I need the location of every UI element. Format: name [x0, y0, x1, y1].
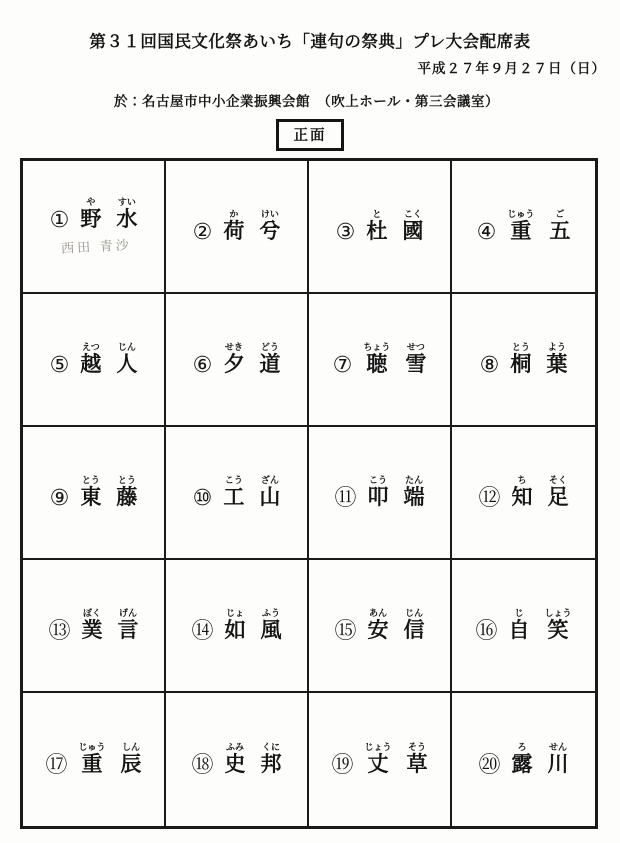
name-kanji-1: ふみ 史: [224, 741, 246, 776]
seat-cell: [23, 693, 166, 826]
name-kanji-2: しん 辰: [120, 741, 142, 776]
furigana-2: すい: [117, 197, 136, 208]
furigana-1: や: [86, 197, 96, 208]
poet-name: [512, 476, 569, 509]
furigana-1: じ: [514, 607, 524, 618]
seat-number: ⑩: [192, 484, 213, 510]
poet-name: [80, 343, 137, 376]
name-kanji-1: じゅう 重: [78, 741, 106, 776]
furigana-1: こう: [368, 474, 387, 485]
poet-name: [225, 743, 282, 776]
seat-name: [50, 476, 138, 509]
seat-number: ⑳: [478, 751, 501, 777]
document-title: 第３１回国民文化祭あいち「連句の祭典」プレ大会配席表: [89, 33, 531, 51]
furigana-2: しん: [122, 741, 141, 752]
seat-cell: [309, 427, 452, 560]
seat-name: [480, 343, 568, 376]
name-kanji-1: えつ 越: [80, 341, 102, 376]
poet-name: [225, 609, 282, 642]
seat-name: [478, 743, 568, 776]
seat-cell: [309, 161, 452, 294]
furigana-1: とう: [511, 341, 530, 352]
seat-name: [191, 743, 281, 776]
seat-number: ⑧: [479, 351, 500, 377]
seat-number: ⑮: [334, 617, 357, 643]
seat-cell: [23, 161, 166, 294]
seat-cell: [452, 693, 595, 826]
seat-cell: [452, 294, 595, 427]
name-kanji-1: せき 夕: [223, 341, 245, 376]
seat-name: [334, 609, 424, 642]
name-kanji-2: しょう 笑: [544, 607, 572, 642]
name-kanji-2: ご 五: [549, 208, 571, 243]
seat-number: ④: [476, 218, 497, 244]
seat-cell: [23, 427, 166, 560]
poet-name: [223, 210, 280, 243]
handwritten-note: 西田 青沙: [60, 236, 133, 256]
seat-name: [48, 609, 138, 642]
seat-number: ⑥: [192, 351, 213, 377]
name-kanji-2: くに 邦: [260, 741, 282, 776]
furigana-2: ざん: [260, 474, 279, 485]
name-kanji-2: どう 道: [259, 341, 281, 376]
seat-cell: [452, 161, 595, 294]
furigana-2: せん: [548, 741, 567, 752]
furigana-2: せつ: [406, 341, 425, 352]
name-kanji-2: ざん 山: [259, 474, 281, 509]
furigana-2: ご: [555, 208, 565, 219]
furigana-2: そく: [548, 474, 567, 485]
furigana-1: じゅう: [78, 741, 106, 752]
poet-name: [509, 609, 572, 642]
document-date: 平成２７年９月２７日（日）: [417, 61, 606, 76]
furigana-1: せき: [224, 341, 243, 352]
name-kanji-2: げん 言: [117, 607, 139, 642]
furigana-2: じん: [404, 607, 423, 618]
name-kanji-1: こう 工: [223, 474, 245, 509]
name-kanji-1: じゅう 重: [507, 208, 535, 243]
furigana-1: あん: [368, 607, 387, 618]
name-kanji-1: じょ 如: [224, 607, 246, 642]
poet-name: [368, 609, 425, 642]
poet-name: [366, 210, 423, 243]
seat-number: ⑬: [48, 617, 71, 643]
furigana-1: ふみ: [225, 741, 244, 752]
name-kanji-1: じょう 丈: [364, 741, 392, 776]
name-kanji-2: じん 人: [116, 341, 138, 376]
name-kanji-1: ぼく 菐: [81, 607, 103, 642]
poet-name: [80, 198, 137, 231]
seat-cell: [309, 560, 452, 693]
name-kanji-1: とう 桐: [510, 341, 532, 376]
seat-cell: [166, 161, 309, 294]
name-kanji-2: ふう 風: [260, 607, 282, 642]
seat-name: [478, 476, 568, 509]
furigana-2: たん: [404, 474, 423, 485]
furigana-2: こく: [403, 208, 422, 219]
name-kanji-1: あん 安: [367, 607, 389, 642]
furigana-2: げん: [118, 607, 137, 618]
seat-cell: [166, 560, 309, 693]
poet-name: [82, 609, 139, 642]
seat-number: ①: [49, 207, 70, 233]
seat-number: ⑭: [191, 617, 214, 643]
poet-name: [512, 743, 569, 776]
furigana-1: じょ: [225, 607, 244, 618]
seat-number: ⑨: [49, 484, 70, 510]
seating-grid: [20, 158, 598, 829]
furigana-1: か: [229, 208, 239, 219]
name-kanji-1: や 野: [80, 197, 102, 232]
furigana-2: ふう: [261, 607, 280, 618]
seat-name: [475, 609, 571, 642]
furigana-1: じゅう: [507, 208, 535, 219]
furigana-2: じん: [117, 341, 136, 352]
furigana-2: けい: [260, 208, 279, 219]
name-kanji-2: じん 信: [403, 607, 425, 642]
name-kanji-2: せん 川: [547, 741, 569, 776]
poet-name: [507, 210, 570, 243]
seat-cell: [23, 560, 166, 693]
seat-name: [50, 198, 138, 231]
poet-name: [223, 476, 280, 509]
name-kanji-2: こく 國: [402, 208, 424, 243]
name-kanji-1: か 荷: [223, 208, 245, 243]
furigana-2: とう: [117, 474, 136, 485]
seat-number: ⑱: [191, 751, 214, 777]
seat-number: ③: [335, 218, 356, 244]
venue-line: 於：名古屋市中小企業振興会館 （吹上ホール・第三会議室）: [114, 94, 499, 109]
seat-name: [45, 743, 141, 776]
name-kanji-2: すい 水: [116, 197, 138, 232]
seat-cell: [166, 427, 309, 560]
poet-name: [363, 343, 426, 376]
poet-name: [510, 343, 567, 376]
furigana-1: ちょう: [363, 341, 391, 352]
furigana-1: ち: [517, 474, 527, 485]
name-kanji-2: たん 端: [403, 474, 425, 509]
furigana-2: そう: [408, 741, 427, 752]
furigana-1: じょう: [364, 741, 392, 752]
seat-name: [50, 343, 138, 376]
seat-name: [333, 343, 427, 376]
seat-cell: [309, 294, 452, 427]
front-label: 正面: [276, 119, 344, 151]
poet-name: [223, 343, 280, 376]
seat-number: ⑤: [49, 351, 70, 377]
seat-cell: [166, 693, 309, 826]
seat-number: ⑪: [334, 484, 357, 510]
seat-name: [477, 210, 571, 243]
poet-name: [79, 743, 142, 776]
furigana-1: とう: [81, 474, 100, 485]
furigana-2: よう: [547, 341, 566, 352]
name-kanji-1: とう 東: [80, 474, 102, 509]
furigana-2: くに: [261, 741, 280, 752]
name-kanji-2: そく 足: [547, 474, 569, 509]
seat-cell: [23, 294, 166, 427]
furigana-1: と: [372, 208, 382, 219]
seat-number: ⑦: [332, 351, 353, 377]
poet-name: [80, 476, 137, 509]
name-kanji-1: ちょう 聴: [363, 341, 391, 376]
name-kanji-2: とう 藤: [116, 474, 138, 509]
name-kanji-1: ち 知: [511, 474, 533, 509]
name-kanji-2: よう 葉: [546, 341, 568, 376]
seat-name: [331, 743, 427, 776]
furigana-2: どう: [260, 341, 279, 352]
furigana-2: しょう: [544, 607, 572, 618]
seat-cell: [452, 427, 595, 560]
seat-name: [193, 476, 281, 509]
name-kanji-2: けい 兮: [259, 208, 281, 243]
poet-name: [365, 743, 428, 776]
seat-number: ⑫: [478, 484, 501, 510]
name-kanji-1: じ 自: [508, 607, 530, 642]
furigana-1: こう: [224, 474, 243, 485]
seat-name: [193, 343, 281, 376]
furigana-1: ぼく: [82, 607, 101, 618]
seat-cell: [309, 693, 452, 826]
name-kanji-2: せつ 雪: [405, 341, 427, 376]
name-kanji-1: ろ 露: [511, 741, 533, 776]
seat-name: [336, 210, 424, 243]
seat-name: [334, 476, 424, 509]
seat-cell: [166, 294, 309, 427]
name-kanji-2: そう 草: [406, 741, 428, 776]
seat-name: [191, 609, 281, 642]
seat-number: ⑰: [45, 751, 68, 777]
seat-cell: [452, 560, 595, 693]
seat-name: [193, 210, 281, 243]
name-kanji-1: こう 叩: [367, 474, 389, 509]
poet-name: [368, 476, 425, 509]
furigana-1: えつ: [81, 341, 100, 352]
name-kanji-1: と 杜: [366, 208, 388, 243]
furigana-1: ろ: [517, 741, 527, 752]
seat-number: ②: [192, 218, 213, 244]
seat-number: ⑲: [331, 751, 354, 777]
seat-number: ⑯: [475, 617, 498, 643]
